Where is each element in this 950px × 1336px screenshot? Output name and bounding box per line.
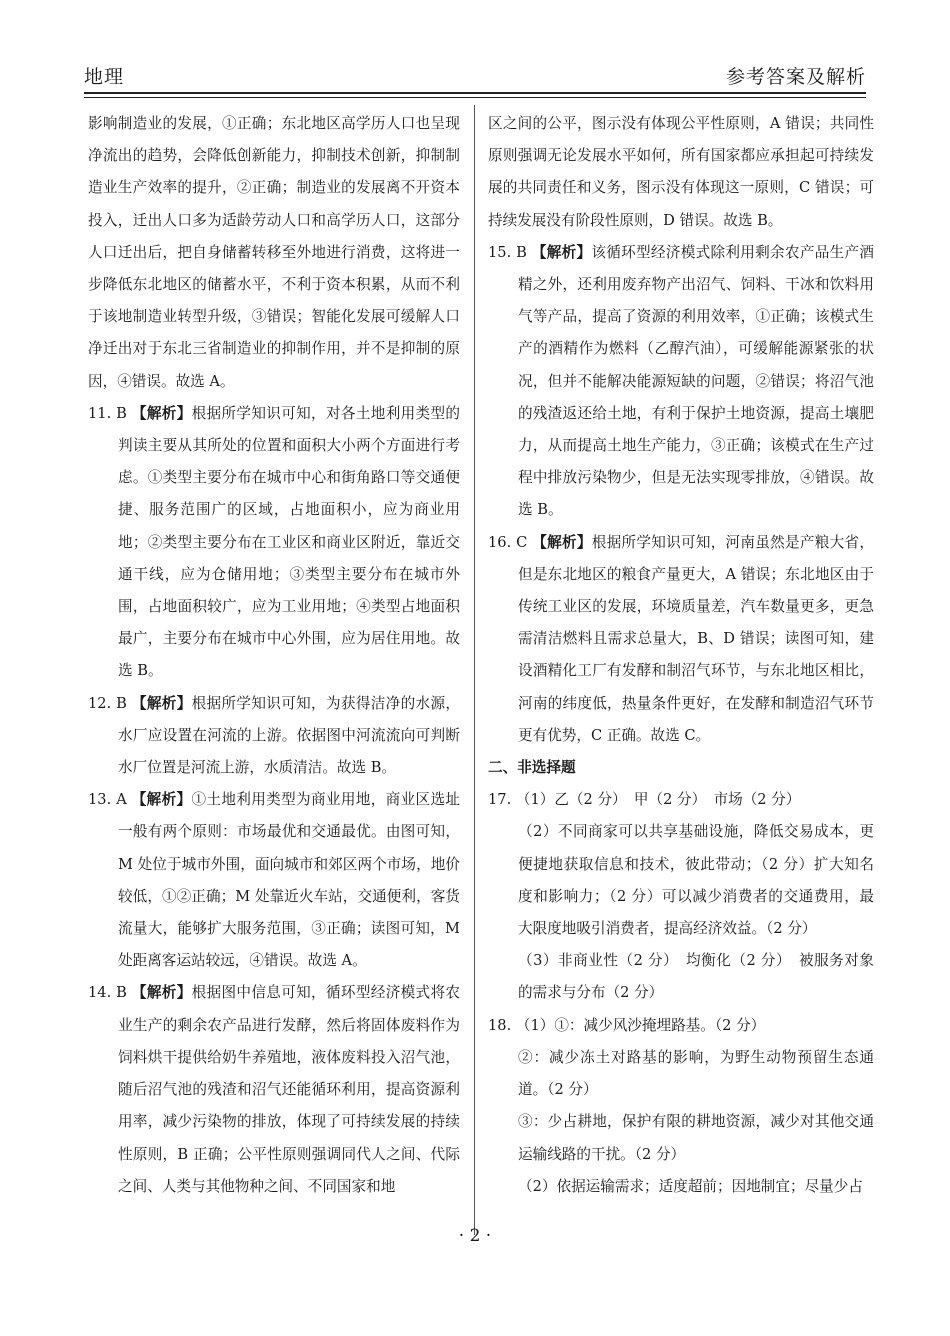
answer-text: 该循环型经济模式除利用剩余农产品生产酒精之外，还利用废弃物产出沼气、饲料、干冰和饮料用气等产品，提高了资源的利用效率，①正确；该模式生产的酒精作为燃料（乙醇汽油），可缓解能源紧张的状况，但并不能解决能源短缺的问题，②错误；将沼气池的残渣返还给土地，有利于保护土地资源，提高土壤肥力，从而提高土地生产能力，③正确；该模式在生产过程中排放污染物少，但是无法实现零排放，④错误。故选 B。 (518, 243, 874, 519)
answer-item (488, 237, 874, 527)
header-rule-thick (84, 92, 866, 94)
page-number: · 2 · (458, 1226, 492, 1246)
answer-text: （1）乙（2 分） 甲（2 分） 市场（2 分） (515, 791, 801, 809)
answer-item (88, 784, 460, 977)
header-rule-thin (84, 97, 866, 98)
answer-text: 根据所学知识可知，河南虽然是产粮大省，但是东北地区的粮食产量更大，A 错误；东北地区由于传统工业区的发展，环境质量差，汽车数量更多，更急需清洁燃料且需求总量大，B、D 错误；读图可知，建设酒精化工厂有发酵和制沼气环节，与东北地区相比，河南的纬度低，热量条件更好，在发酵和制造沼气环节更有优势，C 正确。故选 C。 (518, 533, 874, 744)
analysis-label: 【解析】 (532, 533, 592, 551)
analysis-label: 【解析】 (531, 243, 592, 261)
answer-text: （1）①：减少风沙掩埋路基。（2 分） (515, 1016, 766, 1034)
question-number: 18. (488, 1016, 512, 1034)
continued-text: 影响制造业的发展，①正确；东北地区高学历人口也呈现净流出的趋势，会降低创新能力，抑制技术创新，抑制制造业生产效率的提升，②正确；制造业的发展离不开资本投入，迁出人口多为适龄劳动人口和高学历人口，这部分人口迁出后，把自身储蓄转移至外地进行消费，这将进一步降低东北地区的储蓄水平，不利于资本积累，从而不利于该地制造业转型升级，③错误；智能化发展可缓解人口净迁出对于东北三省制造业的抑制作用，并不是抑制的原因，④错误。故选 A。 (88, 115, 460, 390)
continued-text: 区之间的公平，图示没有体现公平性原则，A 错误；共同性原则强调无论发展水平如何，所有国家都应承担起可持续发展的共同责任和义务，图示没有体现这一原则，C 错误；可持续发展没有阶段性原则，D 错误。故选 B。 (488, 115, 874, 229)
answer-text: 根据图中信息可知，循环型经济模式将农业生产的剩余农产品进行发酵，然后将固体废料作为饲料烘干提供给奶牛养殖地，液体废料投入沼气池，随后沼气池的残渣和沼气还能循环利用，提高资源利用率，减少污染物的排放，体现了可持续发展的持续性原则，B 正确；公平性原则强调同代人之间、代际之间、人类与其他物种之间、不同国家和地 (118, 984, 460, 1195)
question-number: 17. (488, 791, 512, 809)
answer-subpart: （2）不同商家可以共享基础设施，降低交易成本，更便捷地获取信息和技术，彼此带动；（2 分）扩大知名度和影响力；（2 分）可以减少消费者的交通费用，最大限度地吸引消费者，提高经济效益。（2 分） (518, 823, 874, 938)
analysis-label: 【解析】 (131, 984, 192, 1002)
answer-subpart: （2）依据运输需求；适度超前；因地制宜；尽量少占 (518, 1177, 863, 1195)
question-number: 16. C (488, 533, 528, 551)
subject-label: 地理 (84, 66, 125, 88)
column-divider (474, 105, 475, 1235)
answer-text: 根据所学知识可知，对各土地利用类型的判读主要从其所处的位置和面积大小两个方面进行考虑。①类型主要分布在城市中心和街角路口等交通便捷、服务范围广的区域，占地面积小，应为商业用地；②类型主要分布在工业区和商业区附近，靠近交通干线，应为仓储用地；③类型主要分布在城市外围，占地面积较广，应为工业用地；④类型占地面积最广，主要分布在城市中心外围，应为居住用地。故选 B。 (118, 404, 460, 680)
analysis-label: 【解析】 (131, 694, 192, 712)
analysis-label: 【解析】 (131, 404, 192, 422)
right-column (488, 108, 874, 1203)
section-heading: 二、非选择题 (488, 759, 576, 777)
question-number: 11. B (88, 404, 127, 422)
answer-text: ①土地利用类型为商业用地，商业区选址一般有两个原则：市场最优和交通最优。由图可知，M 处位于城市外围，面向城市和郊区两个市场，地价较低，①②正确；M 处靠近火车站，交通便利，客货流量大，能够扩大服务范围，③正确；读图可知，M 处距离客运站较远，④错误。故选 A。 (118, 791, 460, 970)
left-column (88, 108, 460, 1203)
question-number: 13. A (88, 791, 127, 809)
answer-text: 根据所学知识可知，为获得洁净的水源，水厂应设置在河流的上游。依据图中河流流向可判断水厂位置是河流上游，水质清洁。故选 B。 (118, 694, 460, 777)
question-number: 12. B (88, 694, 127, 712)
answer-item (88, 977, 460, 1202)
page-header (84, 58, 866, 94)
header-title: 参考答案及解析 (725, 66, 866, 88)
question-number: 14. B (88, 984, 127, 1002)
answer-subpart: （3）非商业性（2 分） 均衡化（2 分） 被服务对象的需求与分布（2 分） (518, 952, 874, 1002)
answer-subpart: ③：少占耕地，保护有限的耕地资源，减少对其他交通运输线路的干扰。（2 分） (518, 1113, 874, 1163)
answer-item (88, 688, 460, 785)
answer-item (488, 784, 874, 816)
question-number: 15. B (488, 243, 527, 261)
answer-subpart: ②：减少冻土对路基的影响，为野生动物预留生态通道。（2 分） (518, 1048, 874, 1099)
answer-item (488, 1010, 874, 1042)
analysis-label: 【解析】 (131, 791, 192, 809)
answer-item (488, 527, 874, 752)
answer-item (88, 398, 460, 688)
